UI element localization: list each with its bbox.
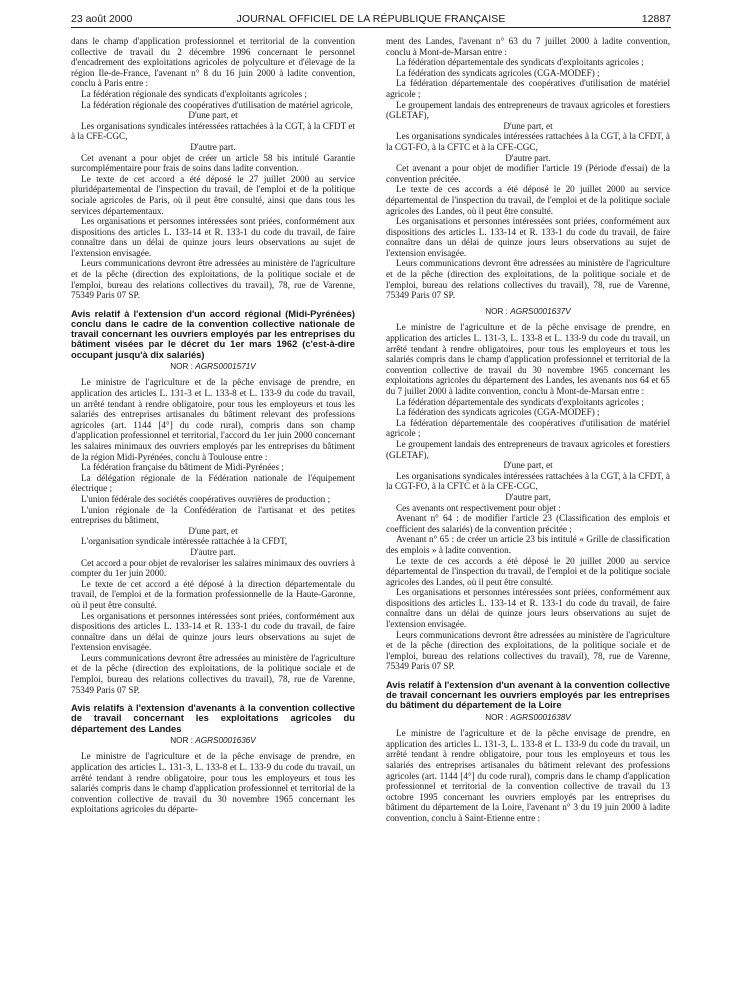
paragraph: Avenant n° 64 : de modifier l'article 23 (Classification des emplois et coefficient des salariés) de la convention précitée ; bbox=[386, 513, 670, 534]
paragraph: Cet accord a pour objet de revaloriser les salaires minimaux des ouvriers à compter du 1er juin 2000. bbox=[71, 557, 355, 579]
paragraph: Le texte de ces accords a été déposé le 20 juillet 2000 au service départemental de l'inspection du travail, de l'emploi et de la politique sociale agricoles des Landes, où il peut être consulté. bbox=[386, 184, 670, 216]
paragraph: D'autre part. bbox=[190, 546, 236, 557]
paragraph: Le texte de cet accord a été déposé le 27 juillet 2000 au service pluridépartemental de l'inspection du travail, de l'emploi et de la politique sociale agricoles de Paris, où il peut être consulté, ainsi que dans tous les services départementaux. bbox=[71, 173, 355, 216]
issue-date: 23 août 2000 bbox=[71, 13, 133, 25]
paragraph: D'autre part. bbox=[505, 152, 551, 163]
paragraph: D'une part, et bbox=[503, 460, 553, 471]
nor-reference bbox=[386, 713, 670, 724]
paragraph: La fédération départementale des coopératives d'utilisation de matériel agricole ; bbox=[386, 78, 670, 99]
paragraph: ment des Landes, l'avenant n° 63 du 7 juillet 2000 à ladite convention, conclu à Mont-de-Marsan entre : bbox=[386, 36, 670, 57]
paragraph: D'une part, et bbox=[188, 110, 238, 121]
paragraph: D'une part, et bbox=[188, 525, 238, 536]
paragraph: La fédération régionale des coopératives d'utilisation de matériel agricole, bbox=[81, 99, 353, 110]
right-column bbox=[386, 36, 670, 824]
paragraph: Le ministre de l'agriculture et de la pêche envisage de prendre, en application des articles L. 131-3 et L. 133-8 et L. 133-9 du code du travail, un arrêté tendant à rendre obligatoire, pour tous les employeurs et tous les salariés des entreprises artisanales du bâtiment relevant des professions agricoles (art. 1144 [4°] du code rural), compris dans son champ d'application professionnel et territorial, l'accord du 1er juin 2000 concernant les salaires minimaux des ouvriers employés par les entreprises du bâtiment de la région Midi-Pyrénées, conclu à Toulouse entre : bbox=[71, 377, 355, 462]
paragraph: Le ministre de l'agriculture et de la pêche envisage de prendre, en application des articles L. 131-3, L. 133-8 et L. 133-9 du code du travail, un arrêté tendant à rendre obligatoires, pour tous les employeurs et tous les salariés compris dans le champ d'application professionnel et territorial de la convention collective de travail du 30 novembre 1965 concernant les exploitations agricoles du département des Landes, les avenants nos 64 et 65 du 7 juillet 2000 à ladite convention, conclu à Mont-de-Marsan entre : bbox=[386, 322, 670, 396]
paragraph: Leurs communications devront être adressées au ministère de l'agriculture et de la pêche (direction des exploitations, de la politique sociale et de l'emploi, bureau des relations collectives du travail), 78, rue de Varenne, 75349 Paris 07 SP. bbox=[71, 258, 355, 301]
nor-label: NOR : bbox=[485, 712, 511, 722]
paragraph: La fédération départementale des syndicats d'exploitants agricoles ; bbox=[396, 57, 644, 68]
notice-title: Avis relatifs à l'extension d'avenants à la convention collective de travail concernant les exploitations agricoles du département des Landes bbox=[71, 702, 355, 734]
paragraph: Le texte de cet accord a été déposé à la direction départementale du travail, de l'emploi et de la formation professionnelle de la Haute-Garonne, où il peut être consulté. bbox=[71, 578, 355, 610]
paragraph: La fédération française du bâtiment de Midi-Pyrénées ; bbox=[81, 462, 284, 473]
paragraph: Leurs communications devront être adressées au ministère de l'agriculture et de la pêche (direction des exploitations, de la politique sociale et de l'emploi, bureau des relations collectives du travail), 78, rue de Varenne, 75349 Paris 07 SP. bbox=[71, 652, 355, 695]
nor-code: AGRS0001638V bbox=[510, 712, 571, 722]
paragraph: La délégation régionale de la Fédération nationale de l'équipement électrique ; bbox=[71, 472, 355, 494]
page-number: 12887 bbox=[641, 13, 671, 25]
nor-label: NOR : bbox=[170, 735, 196, 745]
paragraph: Cet avenant a pour objet de modifier l'article 19 (Période d'essai) de la convention précitée. bbox=[386, 163, 670, 184]
paragraph: Leurs communications devront être adressées au ministère de l'agriculture et de la pêche (direction des exploitations, de la politique sociale et de l'emploi, bureau des relations collectives du travail), 78, rue de Varenne, 75349 Paris 07 SP. bbox=[386, 629, 670, 672]
paragraph: Les organisations syndicales intéressées rattachées à la CGT, à la CFDT et à la CFE-CGC, bbox=[71, 120, 355, 142]
paragraph: Le groupement landais des entrepreneurs de travaux agricoles et forestiers (GLETAF), bbox=[386, 99, 670, 121]
paragraph: dans le champ d'application professionnel et territorial de la convention collective de travail du 2 décembre 1996 concernant le personnel d'encadrement des exploitations agricoles de polyculture et d'élevage de la région Ile-de-France, l'avenant n° 8 du 16 juin 2000 à ladite convention, conclu à Paris entre : bbox=[71, 36, 355, 89]
paragraph: La fédération des syndicats agricoles (CGA-MODEF) ; bbox=[396, 67, 600, 78]
paragraph: Avenant n° 65 : de créer un article 23 bis intitulé « Grille de classification des emplois » à ladite convention. bbox=[386, 534, 670, 555]
paragraph: D'autre part, bbox=[505, 491, 551, 502]
nor-code: AGRS0001636V bbox=[195, 735, 256, 745]
paragraph: D'autre part. bbox=[190, 141, 236, 152]
paragraph: Les organisations et personnes intéressées sont priées, conformément aux dispositions des articles L. 133-14 et R. 133-1 du code du travail, de faire connaître dans un délai de quinze jours leurs observations au sujet de l'extension envisagée. bbox=[71, 216, 355, 258]
paragraph: La fédération départementale des coopératives d'utilisation de matériel agricole ; bbox=[386, 417, 670, 439]
paragraph: La fédération régionale des syndicats d'exploitants agricoles ; bbox=[81, 88, 307, 99]
nor-label: NOR : bbox=[485, 306, 511, 316]
paragraph: L'union fédérale des sociétés coopératives ouvrières de production ; bbox=[81, 493, 331, 504]
paragraph: L'organisation syndicale intéressée rattachée à la CFDT, bbox=[81, 536, 288, 547]
paragraph: Les organisations syndicales intéressées rattachées à la CGT, à la CFDT, à la CGT-FO, à la CFTC et à la CFE-CGC, bbox=[386, 131, 670, 152]
paragraph: Les organisations et personnes intéressées sont priées, conformément aux dispositions des articles L. 133-14 et R. 133-1 du code du travail, de faire connaître dans un délai de quinze jours leurs observations au sujet de l'extension envisagée. bbox=[386, 216, 670, 258]
nor-code: AGRS0001637V bbox=[510, 306, 571, 316]
paragraph: Le groupement landais des entrepreneurs de travaux agricoles et forestiers (GLETAF), bbox=[386, 438, 670, 460]
paragraph: La fédération des syndicats agricoles (CGA-MODEF) ; bbox=[396, 407, 600, 418]
paragraph: Le texte de ces accords a été déposé le 20 juillet 2000 au service départemental de l'inspection du travail, de l'emploi et de la politique sociale agricoles des Landes, où il peut être consulté. bbox=[386, 555, 670, 587]
paragraph: Leurs communications devront être adressées au ministère de l'agriculture et de la pêche (direction des exploitations, de la politique sociale et de l'emploi, bureau des relations collectives du travail), 78, rue de Varenne, 75349 Paris 07 SP. bbox=[386, 258, 670, 301]
paragraph: Ces avenants ont respectivement pour objet : bbox=[396, 502, 561, 513]
paragraph: L'union régionale de la Confédération de l'artisanat et des petites entreprises du bâtiment, bbox=[71, 504, 355, 526]
journal-title: JOURNAL OFFICIEL DE LA RÉPUBLIQUE FRANÇAISE bbox=[236, 13, 506, 25]
running-head bbox=[71, 13, 671, 28]
paragraph: Cet avenant a pour objet de créer un article 58 bis intitulé Garantie surcomplémentaire pour frais de soins dans ladite convention. bbox=[71, 152, 355, 174]
nor-reference bbox=[71, 362, 355, 373]
nor-label: NOR : bbox=[170, 361, 196, 371]
notice-title: Avis relatif à l'extension d'un avenant à la convention collective de travail concernant les ouvriers employés par les entreprises du bâtiment du département de la Loire bbox=[386, 679, 670, 711]
nor-code: AGRS0001571V bbox=[195, 361, 256, 371]
paragraph: Les organisations et personnes intéressées sont priées, conformément aux dispositions des articles L. 133-14 et R. 133-1 du code du travail, de faire connaître dans un délai de quinze jours leurs observations au sujet de l'extension envisagée. bbox=[71, 610, 355, 653]
left-column bbox=[71, 36, 355, 815]
nor-reference bbox=[386, 307, 670, 318]
paragraph: Le ministre de l'agriculture et de la pêche envisage de prendre, en application des articles L. 131-3, L. 133-8 et L. 133-9 du code du travail, un arrêté tendant à rendre obligatoire, pour tous les employeurs et tous les salariés compris dans le champ d'application professionnel et territorial de la convention collective de travail du 30 novembre 1965 concernant les exploitations agricoles du départe- bbox=[71, 751, 355, 815]
paragraph: Les organisations et personnes intéressées sont priées, conformément aux dispositions des articles L. 133-14 et R. 133-1 du code du travail, de faire connaître dans un délai de quinze jours leurs observations au sujet de l'extension envisagée. bbox=[386, 587, 670, 630]
nor-reference bbox=[71, 736, 355, 747]
notice-title: Avis relatif à l'extension d'un accord régional (Midi-Pyrénées) conclu dans le cadre de la convention collective nationale de travail concernant les ouvriers employés par les entreprises du bâtiment visées par le décret du 1er mars 1962 (c'est-à-dire occupant jusqu'à dix salariés) bbox=[71, 307, 355, 360]
paragraph: D'une part, et bbox=[503, 120, 553, 131]
paragraph: Les organisations syndicales intéressées rattachées à la CGT, à la CFDT, à la CGT-FO, à la CFTC et à la CFE-CGC, bbox=[386, 470, 670, 492]
paragraph: Le ministre de l'agriculture et de la pêche envisage de prendre, en application des articles L. 131-3, L. 133-8 et L. 133-9 du code du travail, un arrêté tendant à rendre obligatoire, pour tous les employeurs et tous les salariés des entreprises artisanales du bâtiment relevant des professions agricoles (art. 1144 [4°] du code rural), compris dans le champ d'application professionnel et territorial de la convention collective de travail du 13 octobre 1995 concernant les ouvriers employés par les entreprises du bâtiment du département de la Loire, l'avenant n° 3 du 19 juin 2000 à ladite convention, conclu à Saint-Etienne entre : bbox=[386, 728, 670, 823]
paragraph: La fédération départementale des syndicats d'exploitants agricoles ; bbox=[396, 396, 644, 407]
